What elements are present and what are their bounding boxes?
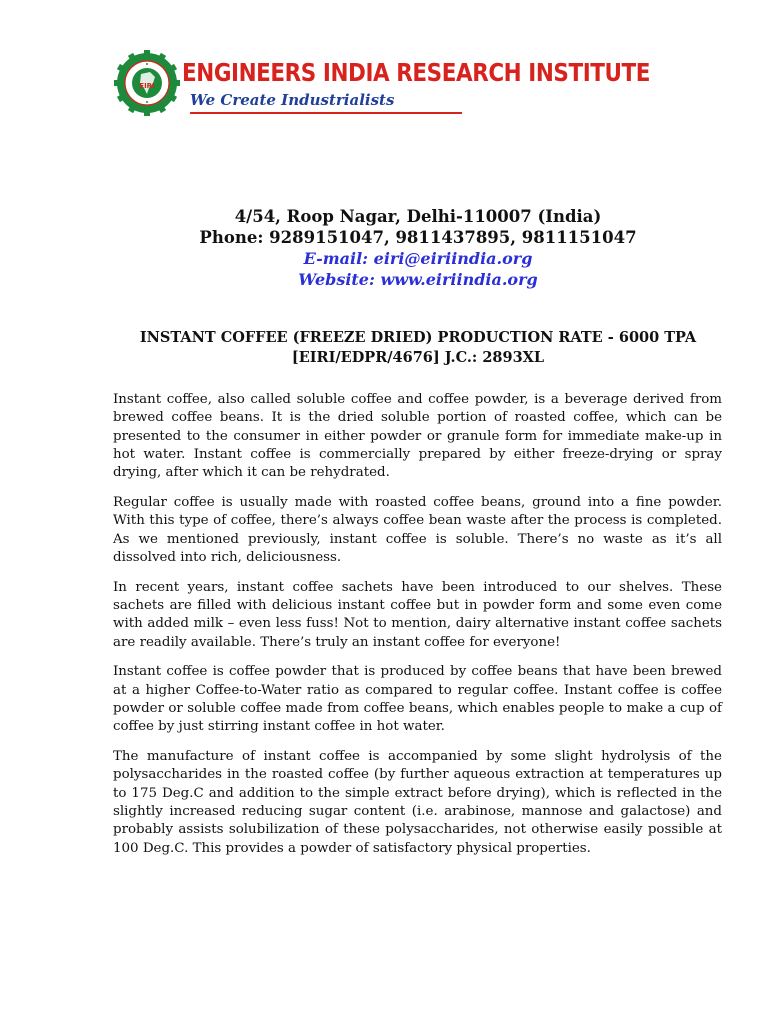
paragraph: In recent years, instant coffee sachets have been introduced to our shelves. These sachets are filled with delicious instant coffee but in powder form and some even come with added milk – even less fuss! Not to mention, dairy alternative instant coffee sachets are readily available. There’s truly an instant coffee for everyone!	[113, 579, 722, 650]
organization-name: ENGINEERS INDIA RESEARCH INSTITUTE	[182, 58, 651, 87]
title-line-2: [EIRI/EDPR/4676] J.C.: 2893XL	[291, 349, 545, 366]
document-body	[113, 391, 722, 869]
website-link[interactable]: Website: www.eiriindia.org	[298, 270, 538, 289]
company-logo	[114, 46, 651, 126]
address-line: 4/54, Roop Nagar, Delhi-110007 (India)	[234, 207, 602, 226]
paragraph: Regular coffee is usually made with roasted coffee beans, ground into a fine powder. With this type of coffee, there’s always coffee bean waste after the process is completed. As we mentioned previously, instant coffee is soluble. There’s no waste as it’s all dissolved into rich, deliciousness.	[113, 494, 722, 565]
title-line-1: INSTANT COFFEE (FREEZE DRIED) PRODUCTION RATE - 6000 TPA	[139, 329, 697, 346]
eiri-seal-icon	[114, 50, 180, 116]
paragraph: Instant coffee is coffee powder that is produced by coffee beans that have been brewed at a higher Coffee-to-Water ratio as compared to regular coffee. Instant coffee is coffee powder or soluble coffee made from coffee beans, which enables people to make a cup of coffee by just stirring instant coffee in hot water.	[113, 664, 722, 735]
contact-block	[0, 206, 768, 290]
svg-text:EIRI: EIRI	[139, 82, 155, 90]
document-title	[0, 328, 768, 368]
organization-tagline: We Create Industrialists	[190, 91, 395, 109]
paragraph: Instant coffee, also called soluble coffee and coffee powder, is a beverage derived from brewed coffee beans. It is the dried soluble portion of roasted coffee, which can be presented to the consumer in either powder or granule form for immediate make-up in hot water. Instant coffee is commercially prepared by either freeze-drying or spray drying, after which it can be rehydrated.	[113, 392, 722, 481]
email-link[interactable]: E-mail: eiri@eiriindia.org	[303, 249, 533, 268]
phone-line: Phone: 9289151047, 9811437895, 9811151047	[199, 228, 637, 247]
paragraph: The manufacture of instant coffee is accompanied by some slight hydrolysis of the polysaccharides in the roasted coffee (by further aqueous extraction at temperatures up to 175 Deg.C and addition to the simple extract before drying), which is reflected in the slightly increased reducing sugar content (i.e. arabinose, mannose and galactose) and probably assists solubilization of these polysaccharides, not otherwise easily possible at 100 Deg.C. This provides a powder of satisfactory physical properties.	[113, 749, 722, 856]
tagline-underline	[190, 112, 462, 114]
